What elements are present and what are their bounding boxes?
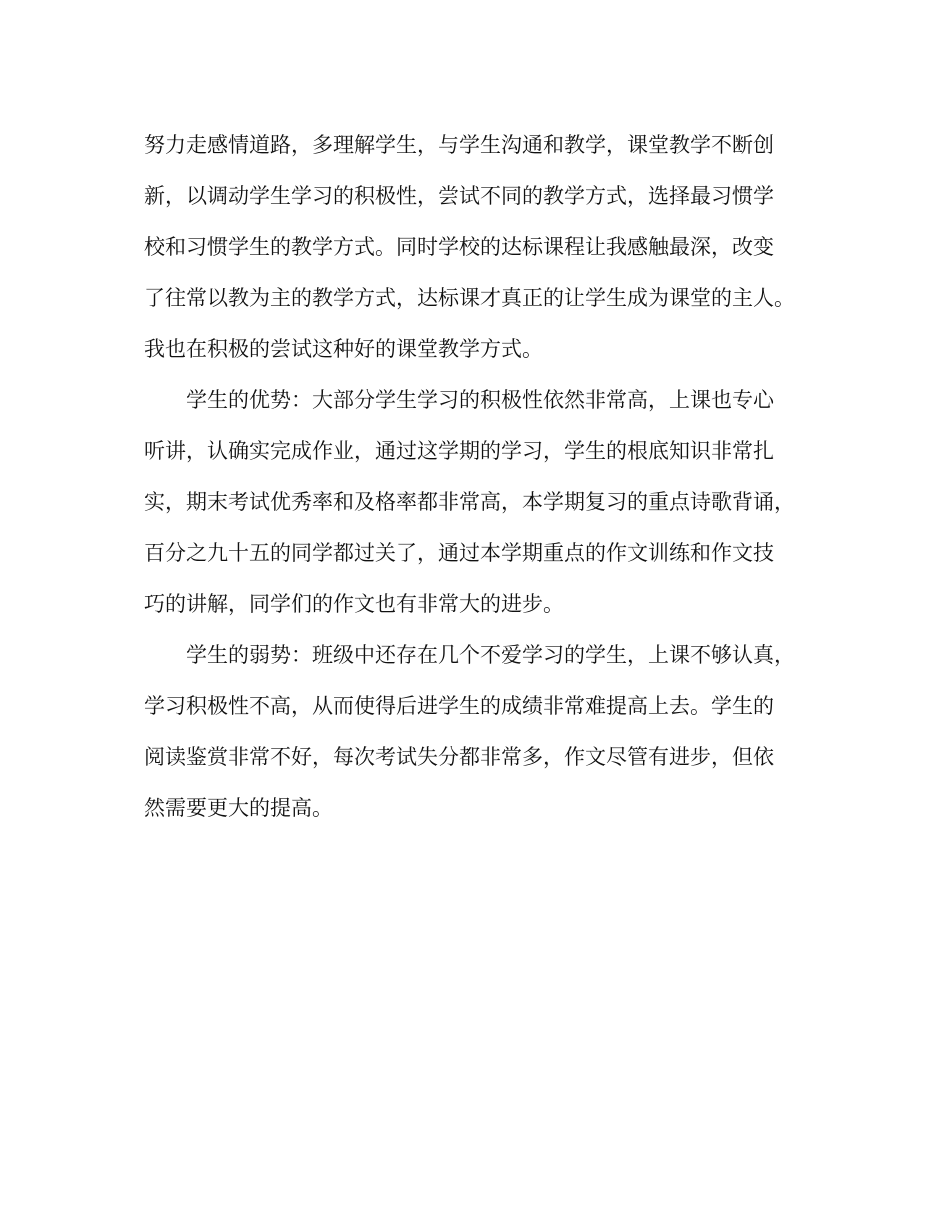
text-line: 校和习惯学生的教学方式。同时学校的达标课程让我感触最深，改变: [144, 235, 774, 259]
paragraph-2: [144, 375, 814, 630]
text-line: 我也在积极的尝试这种好的课堂教学方式。: [144, 337, 543, 361]
text-line: 然需要更大的提高。: [144, 796, 333, 820]
text-line: 实，期末考试优秀率和及格率都非常高，本学期复习的重点诗歌背诵，: [144, 490, 795, 514]
text-line: 了往常以教为主的教学方式，达标课才真正的让学生成为课堂的主人。: [144, 286, 795, 310]
text-line: 巧的讲解，同学们的作文也有非常大的进步。: [144, 592, 564, 616]
text-line: 学生的弱势：班级中还存在几个不爱学习的学生，上课不够认真，: [186, 643, 795, 667]
text-line: 听讲，认确实完成作业，通过这学期的学习，学生的根底知识非常扎: [144, 439, 774, 463]
text-line: 阅读鉴赏非常不好，每次考试失分都非常多，作文尽管有进步，但依: [144, 745, 774, 769]
paragraph-1: [144, 120, 814, 375]
text-line: 努力走感情道路，多理解学生，与学生沟通和教学，课堂教学不断创: [144, 133, 774, 157]
text-line: 学习积极性不高，从而使得后进学生的成绩非常难提高上去。学生的: [144, 694, 774, 718]
text-line: 学生的优势：大部分学生学习的积极性依然非常高，上课也专心: [186, 388, 774, 412]
text-line: 百分之九十五的同学都过关了，通过本学期重点的作文训练和作文技: [144, 541, 774, 565]
paragraph-3: [144, 630, 814, 834]
text-line: 新，以调动学生学习的积极性，尝试不同的教学方式，选择最习惯学: [144, 184, 774, 208]
document-body: [144, 120, 814, 834]
